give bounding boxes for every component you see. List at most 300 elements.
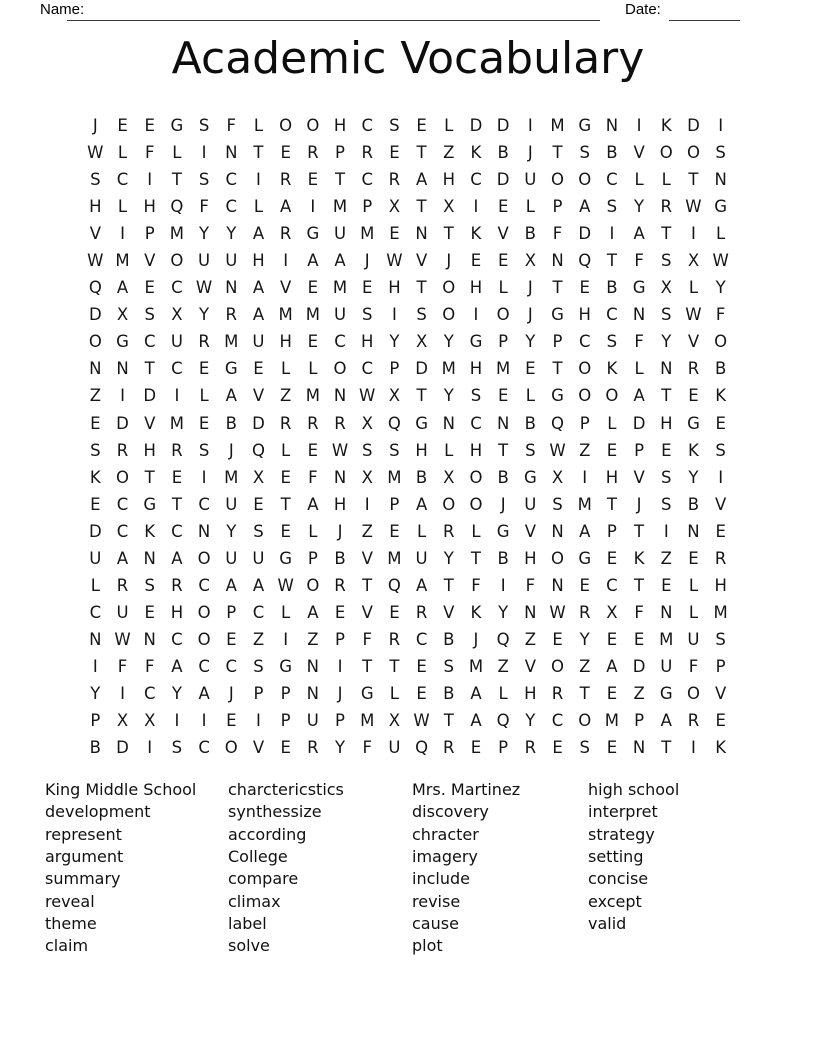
grid-letter: I bbox=[283, 629, 289, 649]
grid-letter: V bbox=[415, 251, 428, 271]
word-item: chracter bbox=[412, 824, 479, 844]
grid-letter: H bbox=[578, 305, 591, 325]
grid-letter: D bbox=[252, 413, 265, 433]
grid-letter: X bbox=[388, 197, 401, 217]
grid-letter: A bbox=[633, 386, 645, 406]
grid-letter: T bbox=[416, 197, 427, 217]
grid-letter: E bbox=[362, 278, 373, 298]
grid-letter: C bbox=[606, 170, 618, 190]
grid-letter: Q bbox=[251, 440, 265, 460]
grid-letter: N bbox=[551, 521, 564, 541]
grid-letter: E bbox=[606, 629, 618, 649]
grid-letter: Z bbox=[497, 656, 509, 676]
grid-letter: E bbox=[389, 224, 400, 244]
grid-letter: U bbox=[306, 711, 319, 731]
grid-letter: I bbox=[609, 224, 615, 244]
grid-letter: P bbox=[579, 413, 590, 433]
grid-letter: E bbox=[715, 413, 726, 433]
grid-letter: O bbox=[442, 494, 456, 514]
grid-letter: L bbox=[117, 197, 128, 217]
grid-letter: V bbox=[443, 602, 455, 622]
grid-letter: S bbox=[661, 467, 672, 487]
grid-letter: A bbox=[225, 575, 237, 595]
grid-letter: D bbox=[496, 116, 510, 136]
grid-letter: Z bbox=[443, 143, 455, 163]
grid-letter: Y bbox=[525, 332, 536, 352]
grid-letter: T bbox=[443, 224, 454, 244]
grid-letter: A bbox=[660, 711, 672, 731]
grid-letter: N bbox=[89, 629, 102, 649]
grid-letter: J bbox=[473, 629, 479, 649]
grid-letter: O bbox=[714, 332, 728, 352]
grid-letter: A bbox=[415, 170, 428, 190]
grid-letter: H bbox=[524, 684, 537, 703]
grid-letter: G bbox=[469, 332, 483, 352]
grid-letter: T bbox=[416, 278, 427, 298]
grid-letter: S bbox=[361, 440, 373, 460]
grid-letter: R bbox=[198, 332, 210, 352]
grid-letter: M bbox=[224, 332, 239, 352]
grid-letter: Q bbox=[387, 575, 401, 595]
word-item: College bbox=[228, 847, 288, 867]
grid-letter: X bbox=[660, 278, 672, 298]
word-item: solve bbox=[228, 936, 270, 956]
grid-letter: R bbox=[225, 305, 238, 325]
grid-letter: S bbox=[389, 116, 400, 136]
grid-letter: S bbox=[198, 440, 210, 460]
grid-letter: L bbox=[281, 359, 291, 379]
grid-letter: L bbox=[688, 602, 699, 622]
grid-letter: U bbox=[415, 548, 428, 568]
grid-letter: T bbox=[498, 440, 509, 460]
grid-letter: L bbox=[688, 278, 699, 298]
grid-letter: N bbox=[306, 656, 320, 676]
grid-letter: A bbox=[252, 575, 265, 595]
grid-letter: W bbox=[87, 251, 104, 271]
grid-letter: N bbox=[197, 521, 211, 541]
grid-letter: X bbox=[361, 413, 373, 433]
grid-letter: E bbox=[117, 116, 128, 136]
grid-letter: E bbox=[226, 629, 237, 649]
grid-letter: K bbox=[688, 440, 699, 460]
grid-letter: R bbox=[279, 413, 292, 433]
grid-letter: O bbox=[659, 143, 673, 163]
grid-letter: W bbox=[413, 711, 430, 731]
grid-letter: I bbox=[391, 305, 397, 325]
grid-letter: S bbox=[144, 305, 155, 325]
grid-letter: Z bbox=[524, 629, 536, 649]
grid-letter: I bbox=[256, 711, 261, 731]
grid-letter: E bbox=[307, 170, 319, 190]
grid-letter: X bbox=[687, 251, 700, 271]
grid-letter: P bbox=[307, 548, 318, 568]
grid-letter: F bbox=[634, 602, 644, 622]
grid-letter: E bbox=[144, 278, 155, 298]
grid-letter: A bbox=[415, 494, 428, 514]
grid-letter: M bbox=[332, 197, 348, 217]
grid-letter: R bbox=[307, 413, 319, 433]
grid-letter: O bbox=[578, 711, 592, 731]
grid-letter: Z bbox=[361, 521, 373, 541]
grid-letter: S bbox=[606, 197, 618, 217]
word-item: setting bbox=[588, 847, 644, 867]
grid-letter: I bbox=[310, 197, 316, 217]
grid-letter: J bbox=[92, 116, 98, 136]
grid-letter: K bbox=[89, 467, 101, 487]
grid-letter: L bbox=[634, 359, 644, 379]
grid-letter: L bbox=[172, 143, 182, 163]
grid-letter: X bbox=[443, 197, 455, 217]
word-item: summary bbox=[45, 869, 121, 889]
grid-letter: S bbox=[470, 386, 482, 406]
grid-letter: R bbox=[415, 602, 428, 622]
grid-letter: Z bbox=[89, 386, 101, 406]
grid-letter: X bbox=[116, 711, 129, 731]
grid-letter: T bbox=[443, 711, 454, 731]
grid-letter: P bbox=[90, 711, 101, 731]
grid-letter: M bbox=[387, 548, 402, 568]
grid-letter: P bbox=[389, 494, 400, 514]
grid-letter: N bbox=[225, 278, 238, 298]
grid-letter: W bbox=[87, 143, 104, 163]
grid-letter: L bbox=[199, 386, 209, 406]
grid-letter: B bbox=[687, 494, 700, 514]
grid-letter: C bbox=[116, 494, 129, 514]
grid-letter: H bbox=[442, 170, 455, 190]
grid-letter: C bbox=[361, 359, 373, 379]
grid-letter: U bbox=[524, 170, 537, 190]
grid-letter: C bbox=[198, 575, 210, 595]
grid-letter: A bbox=[307, 251, 319, 271]
grid-letter: L bbox=[416, 521, 427, 541]
word-item: interpret bbox=[588, 802, 658, 822]
grid-letter: O bbox=[469, 467, 483, 487]
grid-letter: R bbox=[116, 575, 129, 595]
grid-letter: T bbox=[171, 494, 182, 514]
grid-letter: C bbox=[116, 521, 129, 541]
word-item: strategy bbox=[588, 824, 655, 844]
grid-letter: L bbox=[498, 684, 508, 703]
grid-letter: G bbox=[551, 305, 564, 325]
grid-letter: R bbox=[388, 629, 401, 649]
grid-letter: J bbox=[228, 684, 234, 703]
grid-letter: E bbox=[470, 738, 482, 758]
grid-letter: S bbox=[171, 738, 183, 758]
grid-letter: R bbox=[334, 413, 346, 433]
grid-letter: R bbox=[116, 440, 129, 460]
grid-letter: T bbox=[634, 575, 645, 595]
grid-letter: J bbox=[636, 494, 642, 514]
grid-letter: N bbox=[333, 386, 347, 406]
grid-letter: W bbox=[685, 305, 702, 325]
grid-letter: R bbox=[687, 711, 700, 731]
grid-letter: L bbox=[117, 143, 128, 163]
grid-letter: E bbox=[416, 684, 427, 703]
grid-letter: L bbox=[634, 170, 644, 190]
grid-letter: B bbox=[524, 413, 536, 433]
grid-letter: S bbox=[661, 494, 672, 514]
grid-letter: W bbox=[685, 197, 702, 217]
grid-letter: M bbox=[468, 656, 484, 676]
grid-letter: W bbox=[359, 386, 376, 406]
grid-letter: M bbox=[550, 116, 565, 136]
grid-letter: S bbox=[579, 738, 590, 758]
grid-letter: L bbox=[525, 197, 535, 217]
grid-letter: B bbox=[443, 629, 455, 649]
grid-letter: A bbox=[252, 278, 265, 298]
grid-letter: P bbox=[335, 143, 345, 163]
grid-letter: U bbox=[660, 656, 673, 676]
grid-letter: B bbox=[606, 278, 618, 298]
grid-letter: B bbox=[497, 548, 509, 568]
grid-letter: E bbox=[606, 440, 618, 460]
grid-letter: I bbox=[120, 386, 125, 406]
grid-letter: T bbox=[362, 575, 373, 595]
grid-letter: I bbox=[636, 116, 642, 136]
page-title: Academic Vocabulary bbox=[171, 33, 645, 84]
grid-letter: G bbox=[306, 224, 320, 244]
grid-letter: E bbox=[633, 629, 645, 649]
grid-letter: B bbox=[524, 224, 536, 244]
grid-letter: Y bbox=[661, 332, 672, 352]
grid-letter: Z bbox=[307, 629, 319, 649]
grid-letter: R bbox=[334, 575, 346, 595]
grid-letter: S bbox=[198, 170, 210, 190]
grid-letter: Y bbox=[688, 467, 699, 487]
word-item: label bbox=[228, 914, 267, 934]
grid-letter: N bbox=[660, 359, 673, 379]
grid-letter: A bbox=[579, 197, 591, 217]
grid-letter: A bbox=[307, 602, 319, 622]
grid-letter: B bbox=[334, 548, 346, 568]
grid-letter: A bbox=[307, 494, 319, 514]
grid-letter: C bbox=[578, 332, 591, 352]
grid-letter: E bbox=[497, 386, 509, 406]
grid-letter: N bbox=[333, 467, 347, 487]
grid-letter: P bbox=[606, 521, 617, 541]
grid-letter: I bbox=[364, 494, 370, 514]
grid-letter: G bbox=[279, 548, 293, 568]
grid-letter: P bbox=[498, 738, 509, 758]
word-item: reveal bbox=[45, 891, 95, 911]
word-item: except bbox=[588, 891, 642, 911]
date-blank-line bbox=[669, 20, 740, 21]
grid-letter: P bbox=[144, 224, 155, 244]
grid-letter: E bbox=[389, 602, 400, 622]
grid-letter: E bbox=[307, 278, 319, 298]
grid-letter: R bbox=[279, 224, 292, 244]
grid-letter: L bbox=[607, 413, 617, 433]
word-list-column-2 bbox=[228, 779, 344, 958]
grid-letter: C bbox=[361, 116, 373, 136]
grid-letter: X bbox=[171, 305, 183, 325]
word-item: cause bbox=[412, 914, 459, 934]
grid-letter: E bbox=[497, 197, 509, 217]
grid-letter: Y bbox=[389, 332, 400, 352]
word-item: development bbox=[45, 802, 151, 822]
grid-letter: X bbox=[606, 602, 618, 622]
grid-letter: O bbox=[686, 143, 700, 163]
grid-letter: M bbox=[604, 711, 620, 731]
grid-letter: R bbox=[307, 143, 319, 163]
grid-letter: H bbox=[252, 251, 265, 271]
grid-letter: Y bbox=[443, 332, 454, 352]
grid-letter: V bbox=[144, 413, 156, 433]
grid-letter: S bbox=[661, 251, 672, 271]
grid-letter: F bbox=[362, 738, 372, 758]
grid-letter: Q bbox=[170, 197, 184, 217]
grid-letter: T bbox=[443, 575, 454, 595]
grid-letter: B bbox=[443, 684, 455, 703]
grid-letter: E bbox=[171, 467, 183, 487]
grid-letter: C bbox=[198, 494, 210, 514]
grid-letter: V bbox=[633, 467, 645, 487]
grid-letter: A bbox=[252, 224, 265, 244]
grid-letter: E bbox=[280, 467, 291, 487]
grid-letter: V bbox=[361, 602, 373, 622]
grid-letter: D bbox=[578, 224, 592, 244]
grid-letter: W bbox=[277, 575, 294, 595]
grid-letter: V bbox=[524, 521, 536, 541]
grid-letter: N bbox=[442, 413, 455, 433]
grid-letter: T bbox=[606, 494, 617, 514]
grid-letter: T bbox=[280, 494, 291, 514]
grid-letter: G bbox=[659, 684, 673, 703]
grid-letter: A bbox=[470, 684, 482, 703]
grid-letter: C bbox=[198, 656, 210, 676]
word-item: valid bbox=[588, 914, 627, 934]
grid-letter: X bbox=[144, 711, 156, 731]
grid-letter: L bbox=[389, 684, 399, 703]
word-item: argument bbox=[45, 847, 124, 867]
grid-letter: F bbox=[144, 143, 155, 163]
grid-letter: V bbox=[633, 143, 645, 163]
grid-letter: T bbox=[253, 143, 264, 163]
grid-letter: H bbox=[388, 278, 401, 298]
grid-letter: L bbox=[281, 440, 291, 460]
word-item: include bbox=[412, 869, 470, 889]
grid-letter: M bbox=[305, 386, 320, 406]
grid-letter: K bbox=[470, 143, 482, 163]
grid-letter: O bbox=[578, 386, 592, 406]
grid-letter: R bbox=[687, 359, 700, 379]
grid-letter: O bbox=[306, 116, 320, 136]
grid-letter: E bbox=[579, 278, 590, 298]
word-list-column-3 bbox=[412, 779, 520, 958]
grid-letter: N bbox=[306, 684, 320, 703]
grid-letter: C bbox=[198, 738, 210, 758]
grid-letter: W bbox=[549, 440, 566, 460]
grid-letter: O bbox=[197, 548, 211, 568]
grid-letter: P bbox=[552, 197, 563, 217]
grid-letter: L bbox=[281, 602, 291, 622]
grid-letter: H bbox=[279, 332, 292, 352]
grid-letter: S bbox=[253, 521, 264, 541]
grid-letter: U bbox=[225, 251, 238, 271]
grid-letter: E bbox=[688, 548, 699, 568]
grid-letter: M bbox=[659, 629, 674, 649]
grid-letter: E bbox=[416, 116, 427, 136]
grid-letter: J bbox=[364, 251, 370, 271]
grid-letter: N bbox=[632, 305, 646, 325]
grid-letter: L bbox=[253, 197, 264, 217]
grid-letter: R bbox=[171, 440, 183, 460]
grid-letter: H bbox=[361, 332, 374, 352]
grid-letter: M bbox=[577, 494, 592, 514]
grid-letter: S bbox=[715, 143, 726, 163]
grid-letter: K bbox=[660, 116, 672, 136]
grid-letter: C bbox=[361, 170, 373, 190]
grid-letter: H bbox=[89, 197, 102, 217]
grid-letter: C bbox=[225, 656, 238, 676]
grid-letter: P bbox=[280, 684, 291, 703]
grid-letter: U bbox=[333, 224, 347, 244]
grid-letter: W bbox=[195, 278, 213, 298]
grid-letter: G bbox=[632, 278, 646, 298]
grid-letter: L bbox=[498, 278, 508, 298]
grid-letter: Y bbox=[443, 548, 454, 568]
grid-letter: O bbox=[551, 170, 565, 190]
word-item: discovery bbox=[412, 802, 489, 822]
grid-letter: M bbox=[496, 359, 511, 379]
grid-letter: E bbox=[280, 521, 291, 541]
grid-letter: R bbox=[660, 197, 673, 217]
grid-letter: I bbox=[147, 738, 153, 758]
word-item: synthessize bbox=[228, 802, 322, 822]
grid-letter: U bbox=[252, 548, 265, 568]
grid-letter: E bbox=[552, 738, 563, 758]
grid-letter: B bbox=[497, 143, 509, 163]
grid-letter: G bbox=[578, 116, 592, 136]
grid-letter: T bbox=[171, 170, 182, 190]
grid-letter: R bbox=[524, 738, 537, 758]
grid-letter: H bbox=[469, 359, 483, 379]
grid-letter: L bbox=[525, 386, 535, 406]
grid-letter: O bbox=[551, 548, 565, 568]
grid-letter: R bbox=[443, 521, 455, 541]
grid-letter: P bbox=[498, 332, 509, 352]
grid-letter: M bbox=[360, 711, 375, 731]
grid-letter: A bbox=[171, 548, 183, 568]
grid-letter: C bbox=[551, 711, 564, 731]
grid-letter: F bbox=[634, 332, 644, 352]
grid-letter: E bbox=[144, 602, 155, 622]
grid-letter: M bbox=[278, 305, 293, 325]
grid-letter: D bbox=[143, 386, 157, 406]
grid-letter: H bbox=[415, 440, 428, 460]
grid-letter: O bbox=[116, 467, 130, 487]
word-item: Mrs. Martinez bbox=[412, 780, 521, 799]
word-item: claim bbox=[45, 936, 89, 956]
grid-letter: H bbox=[469, 278, 483, 298]
grid-letter: X bbox=[252, 467, 265, 487]
grid-letter: Q bbox=[387, 413, 401, 433]
grid-letter: P bbox=[253, 684, 264, 703]
grid-letter: W bbox=[114, 629, 131, 649]
grid-letter: H bbox=[143, 440, 156, 460]
grid-letter: E bbox=[389, 143, 400, 163]
grid-letter: G bbox=[523, 467, 537, 487]
grid-letter: P bbox=[335, 629, 345, 649]
grid-letter: F bbox=[552, 224, 563, 244]
grid-letter: G bbox=[714, 197, 728, 217]
grid-letter: F bbox=[308, 467, 318, 487]
grid-letter: Q bbox=[551, 413, 565, 433]
grid-letter: E bbox=[90, 494, 101, 514]
grid-letter: E bbox=[497, 251, 509, 271]
grid-letter: L bbox=[444, 116, 454, 136]
grid-letter: J bbox=[527, 278, 533, 298]
